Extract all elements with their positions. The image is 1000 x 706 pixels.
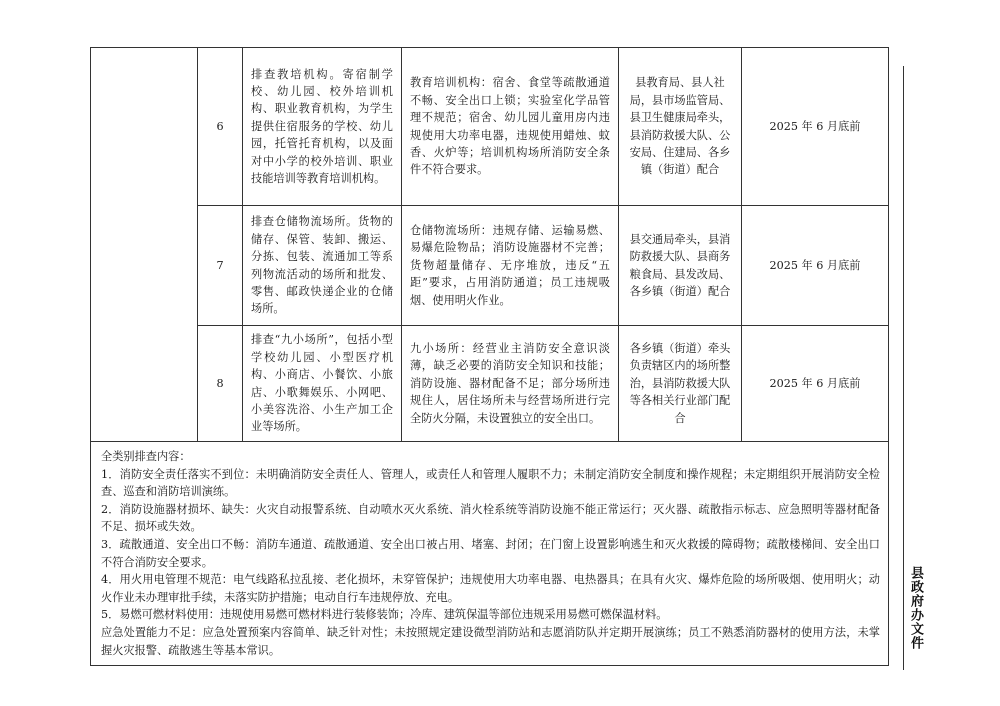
responsible-text: 县交通局牵头，县消防救援大队、县商务粮食局、县发改局、各乡镇（街道）配合: [629, 232, 731, 298]
summary-heading: 全类别排查内容：: [101, 450, 191, 463]
summary-item: 3．疏散通道、安全出口不畅：消防车通道、疏散通道、安全出口被占用、堵塞、封闭；在门窗上设置影响逃生和灭火救援的障碍物；疏散楼梯间、安全出口不符合消防安全要求。: [101, 537, 880, 569]
table-row: [91, 206, 889, 326]
row-number: 8: [198, 326, 243, 442]
binding-margin-rule: [903, 66, 904, 670]
scope-text: 排查“九小场所”，包括小型学校幼儿园、小型医疗机构、小商店、小餐饮、小旅店、小歌舞娱乐、小网吧、小美容洗浴、小生产加工企业等场所。: [251, 333, 393, 434]
summary-item: 1．消防安全责任落实不到位：未明确消防安全责任人、管理人，或责任人和管理人履职不力；未制定消防安全制度和操作规程；未定期组织开展消防安全检查、巡查和消防培训演练。: [101, 467, 880, 499]
deadline-text: 2025 年 6 月底前: [742, 326, 889, 442]
summary-item: 应急处置能力不足：应急处置预案内容简单、缺乏针对性；未按照规定建设微型消防站和志愿消防队并定期开展演练；员工不熟悉消防器材的使用方法，未掌握火灾报警、疏散逃生等基本常识。: [101, 625, 880, 657]
summary-cell: [91, 442, 889, 666]
issues-text: 九小场所：经营业主消防安全意识淡薄，缺乏必要的消防安全知识和技能；消防设施、器材配备不足；部分场所违规住人，居住场所未与经营场所进行完全防火分隔，未设置独立的安全出口。: [410, 341, 610, 425]
row-number: 7: [198, 206, 243, 326]
summary-row: [91, 442, 889, 666]
deadline-text: 2025 年 6 月底前: [742, 206, 889, 326]
side-document-label: 县政府办文件: [908, 566, 923, 650]
summary-item: 5．易燃可燃材料使用：违规使用易燃可燃材料进行装修装饰；冷库、建筑保温等部位违规采用易燃可燃保温材料。: [101, 608, 668, 622]
summary-item: 2．消防设施器材损坏、缺失：火灾自动报警系统、自动喷水灭火系统、消火栓系统等消防设施不能正常运行；灭火器、疏散指示标志、应急照明等器材配备不足、损坏或失效。: [101, 502, 880, 534]
deadline-text: 2025 年 6 月底前: [742, 48, 889, 206]
issues-text: 教育培训机构：宿舍、食堂等疏散通道不畅、安全出口上锁；实验室化学品管理不规范；宿舍、幼儿园儿童用房内违规使用大功率电器，违规使用蜡烛、蚊香、火炉等；培训机构场所消防安全条件不符合要求。: [410, 76, 610, 177]
inspection-table: [90, 47, 889, 666]
category-cell-merged: [91, 48, 198, 442]
summary-item: 4．用火用电管理不规范：电气线路私拉乱接、老化损坏，未穿管保护；违规使用大功率电器、电热器具；在具有火灾、爆炸危险的场所吸烟、使用明火；动火作业未办理审批手续，未落实防护措施；电动自行车违规停放、充电。: [101, 573, 880, 604]
scope-text: 排查教培机构。寄宿制学校、幼儿园、校外培训机构、职业教育机构，为学生提供住宿服务的学校、幼儿园，托管托育机构，以及面对中小学的校外培训、职业技能培训等教育培训机构。: [251, 67, 393, 186]
responsible-text: 各乡镇（街道）牵头负责辖区内的场所整治，县消防救援大队等各相关行业部门配合: [629, 341, 731, 425]
issues-text: 仓储物流场所：违规存储、运输易燃、易爆危险物品；消防设施器材不完善；货物超量储存、无序堆放，违反“五距”要求，占用消防通道；员工违规吸烟、使用明火作业。: [410, 223, 610, 307]
scope-text: 排查仓储物流场所。货物的储存、保管、装卸、搬运、分拣、包装、流通加工等系列物流活动的场所和批发、零售、邮政快递企业的仓储场所。: [251, 215, 393, 316]
row-number: 6: [198, 48, 243, 206]
responsible-text: 县教育局、县人社局，县市场监管局、县卫生健康局牵头，县消防救援大队、公安局、住建局、各乡镇（街道）配合: [629, 76, 731, 177]
table-row: [91, 326, 889, 442]
table-row: [91, 48, 889, 206]
